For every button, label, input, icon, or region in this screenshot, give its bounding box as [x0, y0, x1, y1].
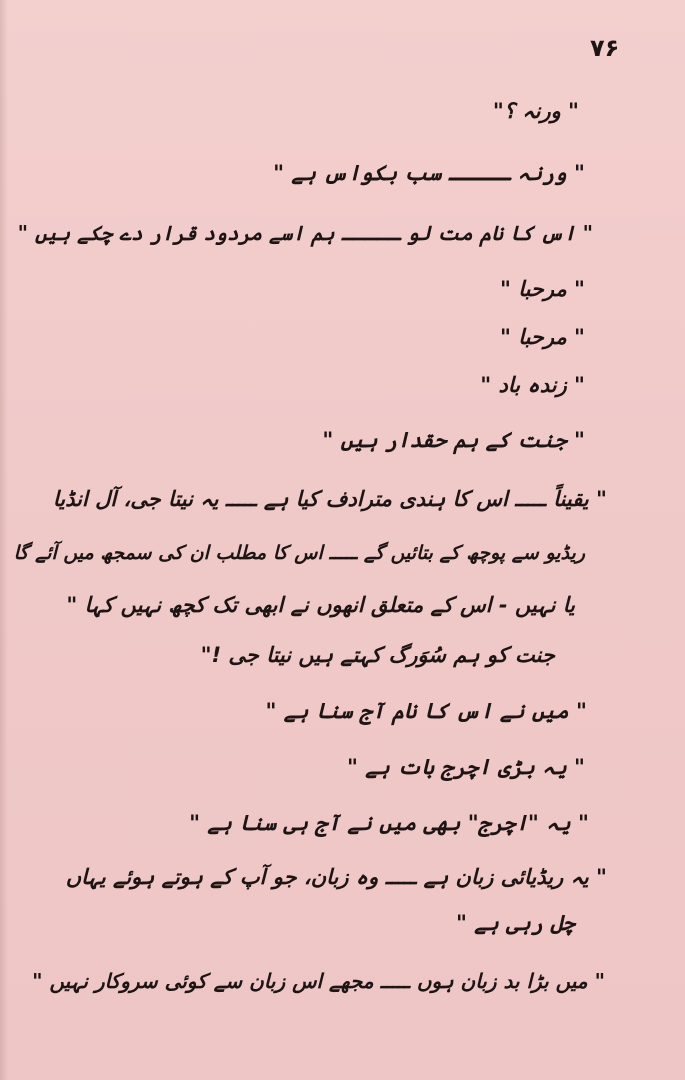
text-line-5: " مرحبا " — [499, 325, 585, 349]
text-line-15: " یہ ریڈیائی زبان ہے ـــــ وہ زبان، جو آپ کے ہوتے ہوئے یہاں — [65, 865, 607, 889]
text-line-4: " مرحبا " — [499, 277, 585, 301]
page-number: ۷۶ — [590, 34, 620, 62]
text-line-12: " میں نے اس کا نام آج سنا ہے " — [265, 699, 587, 723]
text-line-14: " یہ "اچرج" بھی میں نے آج ہی سنا ہے " — [189, 811, 589, 835]
text-line-10: یا نہیں - اس کے متعلق انھوں نے ابھی تک کچھ نہیں کہا " — [66, 593, 575, 617]
text-line-2: " ورنہ ـــــ سب بکواس ہے " — [273, 161, 585, 185]
text-line-16: چل رہی ہے " — [455, 911, 575, 935]
text-line-3: " اس کا نام مت لو ـــــ ہم اسے مردود قرار دے چکے ہیں " — [17, 221, 593, 245]
page-edge-shadow — [0, 0, 8, 1080]
text-line-9: ریڈیو سے پوچھ کے بتائیں گے ـــــ اس کا مطلب ان کی سمجھ میں آئے گا — [13, 542, 585, 564]
text-line-6: " زندہ باد " — [480, 373, 585, 397]
text-line-1: " ورنہ ؟" — [492, 99, 579, 123]
text-line-11: جنت کو ہم سُوَرگ کہتے ہیں نیتا جی !" — [200, 643, 555, 667]
text-line-17: " میں بڑا بد زبان ہوں ـــــ مجھے اس زبان سے کوئی سروکار نہیں " — [32, 969, 605, 993]
text-line-13: " یہ بڑی اچرج بات ہے " — [346, 755, 585, 779]
text-line-8: " یقیناً ـــــ اس کا ہندی مترادف کیا ہے ـــــ یہ نیتا جی، آل انڈیا — [52, 487, 607, 511]
text-line-7: " جنت کے ہم حقدار ہیں " — [322, 428, 585, 452]
